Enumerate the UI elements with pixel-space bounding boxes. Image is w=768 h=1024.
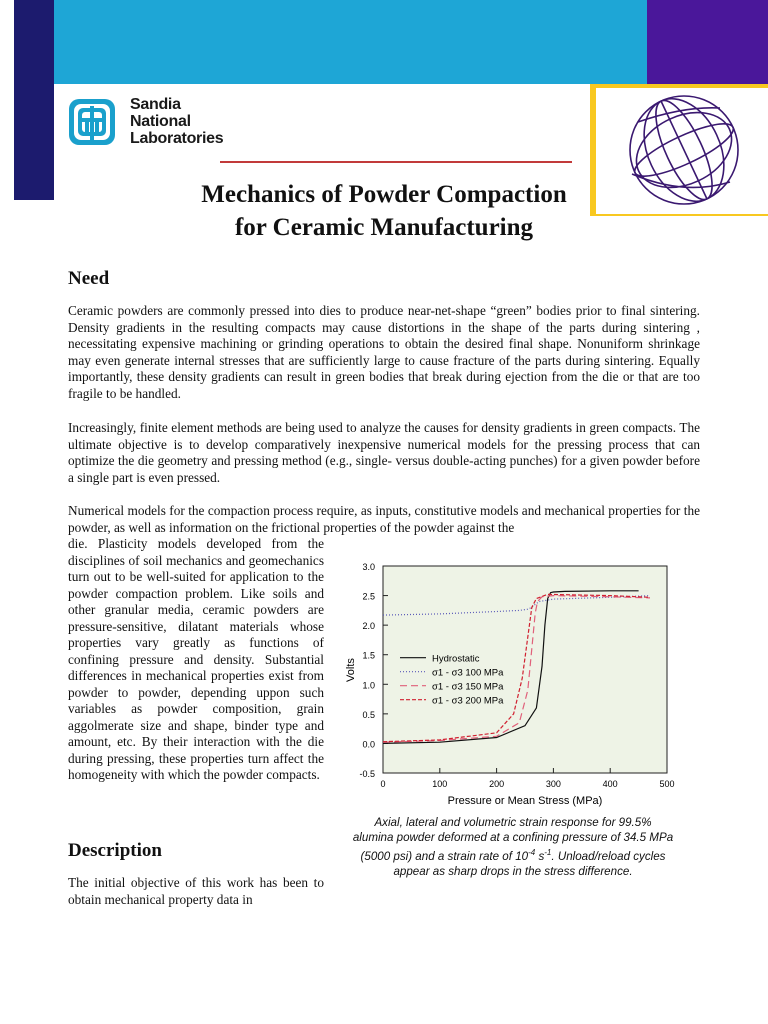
y-tick-label: 2.5 (362, 591, 375, 602)
caption-exponent-2: -1 (544, 848, 552, 857)
x-tick-label: 100 (432, 779, 448, 789)
header-band-cyan (54, 0, 647, 84)
caption-line-4: appear as sharp drops in the stress difference. (393, 864, 633, 878)
strain-response-chart (338, 552, 688, 814)
sandia-logo (68, 96, 228, 156)
x-tick-label: 200 (489, 779, 505, 789)
caption-unit-s: s (535, 849, 545, 863)
x-tick-label: 0 (380, 779, 386, 789)
logo-line-3: Laboratories (130, 130, 224, 147)
figure-caption (328, 815, 698, 879)
header-band-purple (647, 0, 768, 84)
description-paragraph-1: The initial objective of this work has been to obtain mechanical property data in (68, 875, 324, 907)
y-tick-label: 1.5 (362, 650, 375, 661)
x-tick-label: 500 (659, 779, 675, 789)
caption-line-3a: (5000 psi) and a strain rate of 10 (360, 849, 529, 863)
caption-line-2: alumina powder deformed at a confining pressure of 34.5 MPa (352, 831, 674, 844)
y-tick-label: 3.0 (362, 562, 375, 572)
x-tick-label: 400 (602, 779, 618, 789)
legend-label-1: σ1 - σ3 100 MPa (432, 667, 504, 679)
y-tick-label: 1.0 (362, 680, 375, 691)
legend-label-2: σ1 - σ3 150 MPa (432, 681, 504, 693)
logo-line-2: National (130, 113, 191, 130)
description-heading: Description (68, 840, 162, 861)
chart-x-axis-label: Pressure or Mean Stress (MPa) (447, 795, 603, 807)
y-tick-label: 0.0 (362, 739, 375, 750)
legend-label-3: σ1 - σ3 200 MPa (432, 695, 504, 707)
need-paragraph-2: Increasingly, finite element methods are being used to analyze the causes for density gradients in green compacts. The ultimate objective is to develop comparatively inexpensive numerical models for the pressing process that can optimize the die geometry and pressing method (e.g., single- versus double-acting punches) for a given powder before a single part is even pressed. (68, 420, 700, 485)
legend-label-0: Hydrostatic (432, 653, 480, 665)
caption-line-1: Axial, lateral and volumetric strain response for 99.5% (374, 816, 652, 829)
sandia-thunderbird-icon (68, 98, 116, 146)
need-heading: Need (68, 268, 110, 289)
page-title (0, 178, 768, 244)
caption-line-3b: . Unload/reload cycles (551, 849, 666, 863)
y-tick-label: -0.5 (359, 769, 375, 779)
y-tick-label: 0.5 (362, 709, 375, 720)
header-band-navy (14, 0, 54, 200)
need-paragraph-3-column: die. Plasticity models developed from the disciplines of soil mechanics and geomechanics turn out to be well-suited for application to the powder compaction problem. Like soils and other granular media, ceramic powders are pressure-sensitive, dilatant materials whose properties vary greatly as functions of confining pressure and density. Substantial differences in mechanical properties exist from powder to powder, depending uppon such variables as powder composition, grain aggolmerate size and shape, binder type and amount, etc. By their interaction with the die during pressing, these properties turn affect the homogeneity with which the powder compacts. (68, 536, 324, 782)
logo-line-1: Sandia (130, 96, 181, 113)
chart-y-axis-label: Volts (345, 658, 357, 682)
caption-exponent-1: -4 (528, 848, 536, 857)
x-tick-label: 300 (545, 779, 561, 789)
title-line-2: for Ceramic Manufacturing (234, 214, 534, 241)
title-line-1: Mechanics of Powder Compaction (201, 181, 567, 208)
sandia-wordmark (130, 96, 223, 147)
header-rule (220, 161, 572, 163)
need-paragraph-1: Ceramic powders are commonly pressed into dies to produce near-net-shape “green” bodies prior to final sintering. Density gradients in the resulting compacts may cause distortions in the shape of the parts during sintering , necessitating expensive machining or grinding operations to obtain the desired final shape. Nonuniform shrinkage may even generate internal stresses that are sufficiently large to cause fracture of the parts during sintering. Equally importantly, these density gradients can result in green bodies that break during ejection from the die or that are too fragile to be handled. (68, 303, 700, 401)
need-paragraph-3-full: Numerical models for the compaction process require, as inputs, constitutive models and mechanical properties for the powder, as well as information on the frictional properties of the powder against the (68, 503, 700, 535)
y-tick-label: 2.0 (362, 621, 375, 632)
